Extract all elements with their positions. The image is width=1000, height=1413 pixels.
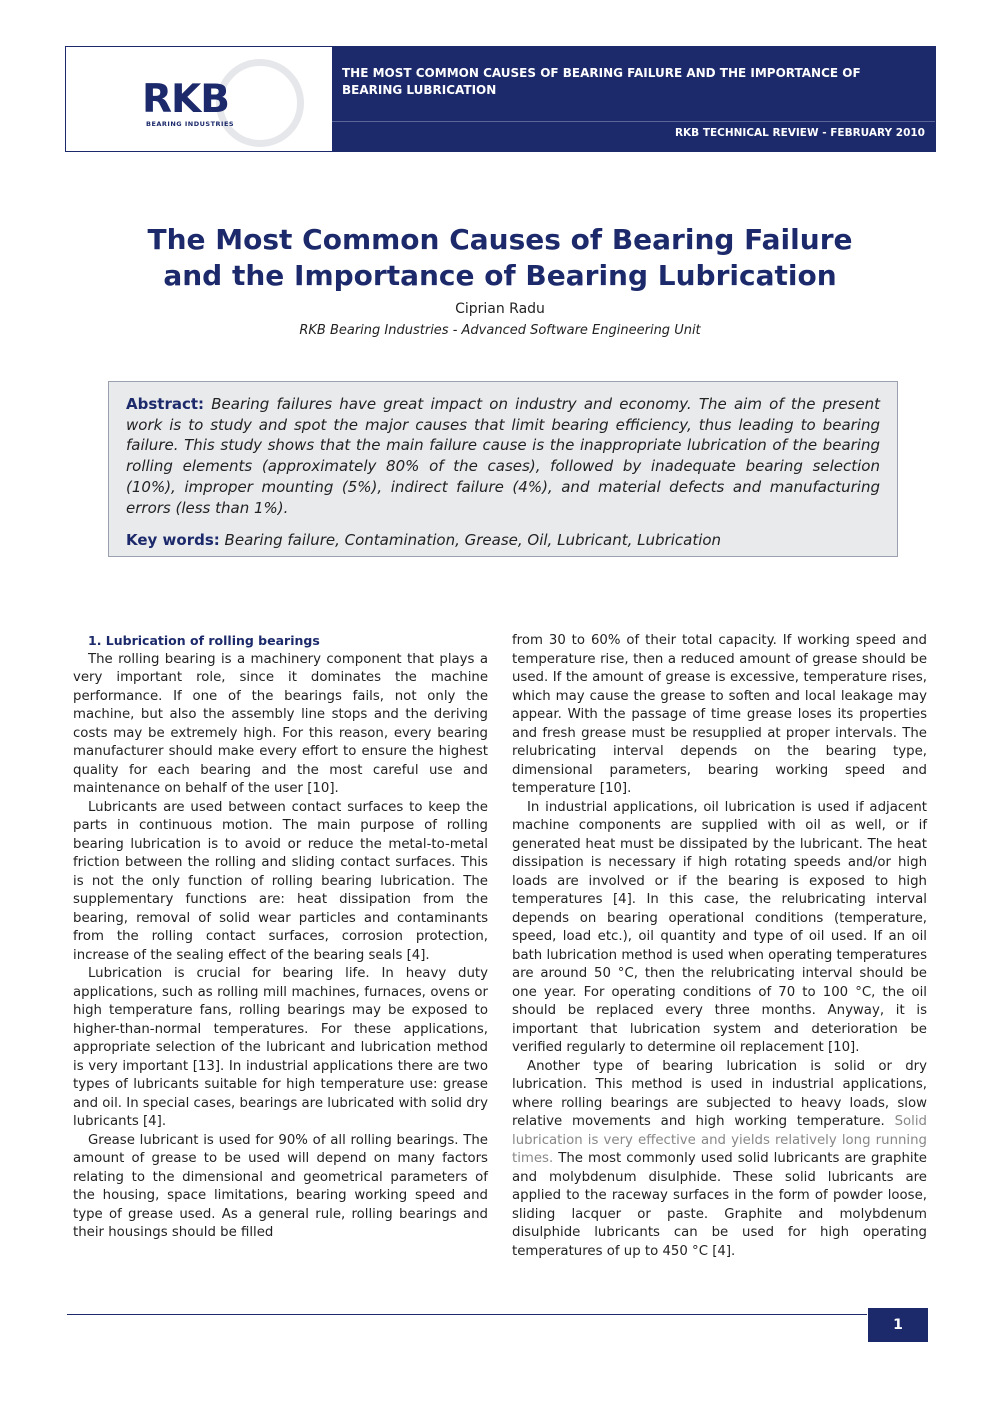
paper-title-line2: and the Importance of Bearing Lubrication — [163, 259, 837, 292]
abstract-text: Bearing failures have great impact on industry and economy. The aim of the present work is to study and spot the major causes that limit bearing efficiency, thus leading to bearing failure. This study shows that the main failure cause is the inappropriate lubrication of the bearing rolling elements (approximately 80% of the cases), followed by inadequate bearing selection (10%), improper mounting (5%), indirect failure (4%), and material defects and manufacturing errors (less than 1%). — [126, 395, 880, 517]
abstract — [126, 394, 880, 518]
header-title-panel — [332, 47, 935, 151]
header-divider — [332, 121, 935, 122]
left-column — [73, 632, 488, 1243]
paragraph — [512, 1058, 927, 1262]
header-banner — [65, 46, 936, 152]
logo-ring-icon — [216, 59, 304, 147]
paragraph: The rolling bearing is a machinery component that plays a very important role, since it dominates the machine performance. If one of the bearings fails, not only the machine, but also the assembly line stops and the deriving costs may be extremely high. For this reason, every bearing manufacturer should make every effort to ensure the highest quality for each bearing and the most careful use and maintenance on behalf of the user [10]. — [73, 651, 488, 796]
header-title: THE MOST COMMON CAUSES OF BEARING FAILURE AND THE IMPORTANCE OF BEARING LUBRICATION — [342, 66, 861, 97]
abstract-label: Abstract: — [126, 395, 205, 413]
paper-title — [0, 222, 1000, 294]
paragraph: Lubricants are used between contact surfaces to keep the parts in continuous motion. The main purpose of rolling bearing lubrication is to avoid or reduce the metal-to-metal friction between the rolling and sliding contact surfaces. This is not the only function of rolling bearing lubrication. The supplementary functions are: heat dissipation from the bearing, removal of solid wear particles and contaminants from the rolling contact surfaces, corrosion protection, increase of the sealing effect of the bearing seals [4]. — [73, 799, 488, 963]
logo — [66, 47, 332, 151]
right-column — [512, 632, 927, 1261]
keywords-label: Key words: — [126, 531, 220, 550]
logo-text: RKB — [142, 77, 229, 122]
affiliation: RKB Bearing Industries - Advanced Software Engineering Unit — [299, 323, 701, 338]
section-heading: 1. Lubrication of rolling bearings — [88, 633, 320, 648]
paragraph-text: Another type of bearing lubrication is solid or dry lubrication. This method is used in industrial applications, where rolling bearings are subjected to heavy loads, slow relative movements and high working temperature. — [512, 1058, 927, 1129]
logo-subtitle: BEARING INDUSTRIES — [146, 120, 235, 128]
author: Ciprian Radu — [455, 301, 545, 317]
page-number: 1 — [868, 1308, 928, 1342]
keywords — [126, 531, 880, 549]
paragraph-text: The most commonly used solid lubricants are graphite and molybdenum disulphide. These solid lubricants are applied to the raceway surfaces in the form of powder loose, sliding lacquer or paste. Graphite and molybdenum disulphide lubricants can be used for high operating temperatures of up to 450 °C [4]. — [512, 1151, 927, 1259]
footer-rule — [67, 1314, 867, 1315]
header-issue: RKB TECHNICAL REVIEW - FEBRUARY 2010 — [674, 127, 925, 139]
abstract-box — [108, 381, 898, 557]
paragraph: from 30 to 60% of their total capacity. If working speed and temperature rise, then a reduced amount of grease should be used. If the amount of grease is excessive, temperature rises, which may cause the grease to soften and local leakage may appear. With the passage of time grease loses its properties and fresh grease must be resupplied at proper intervals. The relubricating interval depends on the bearing type, dimensional parameters, bearing working speed and temperature [10]. — [512, 633, 927, 796]
paragraph: In industrial applications, oil lubrication is used if adjacent machine components are supplied with oil as well, or if generated heat must be dissipated by the lubricant. The heat dissipation is necessary if high rotating speeds and/or high loads are involved or if the bearing is exposed to high temperatures [4]. In this case, the relubricating interval depends on bearing operational conditions (temperature, speed, load etc.), oil quantity and type of oil used. If an oil bath lubrication method is used when operating temperatures are around 50 °C, then the relubricating interval should be one year. For operating conditions of 70 to 100 °C, the oil should be replaced every three months. Anyway, it is important that lubrication system and deterioration be verified regularly to determine oil replacement [10]. — [512, 799, 927, 1055]
paper-title-line1: The Most Common Causes of Bearing Failure — [147, 223, 853, 256]
paragraph-grey-text: Solid lubrication is very effective and yields relatively long running times. — [512, 1114, 927, 1166]
paragraph: Lubrication is crucial for bearing life. In heavy duty applications, such as rolling mill machines, furnaces, ovens or high temperature fans, rolling bearings may be exposed to higher-than-normal temperatures. For these applications, appropriate selection of the lubricant and lubrication method is very important [13]. In industrial applications there are two types of lubricants suitable for high temperature use: grease and oil. In special cases, bearings are lubricated with solid dry lubricants [4]. — [73, 966, 488, 1129]
paragraph: Grease lubricant is used for 90% of all rolling bearings. The amount of grease to be used will depend on many factors relating to the dimensional and geometrical parameters of the housing, space limitations, bearing working speed and type of grease used. As a general rule, rolling bearings and their housings should be filled — [73, 1132, 488, 1240]
keywords-text: Bearing failure, Contamination, Grease, Oil, Lubricant, Lubrication — [224, 531, 722, 550]
